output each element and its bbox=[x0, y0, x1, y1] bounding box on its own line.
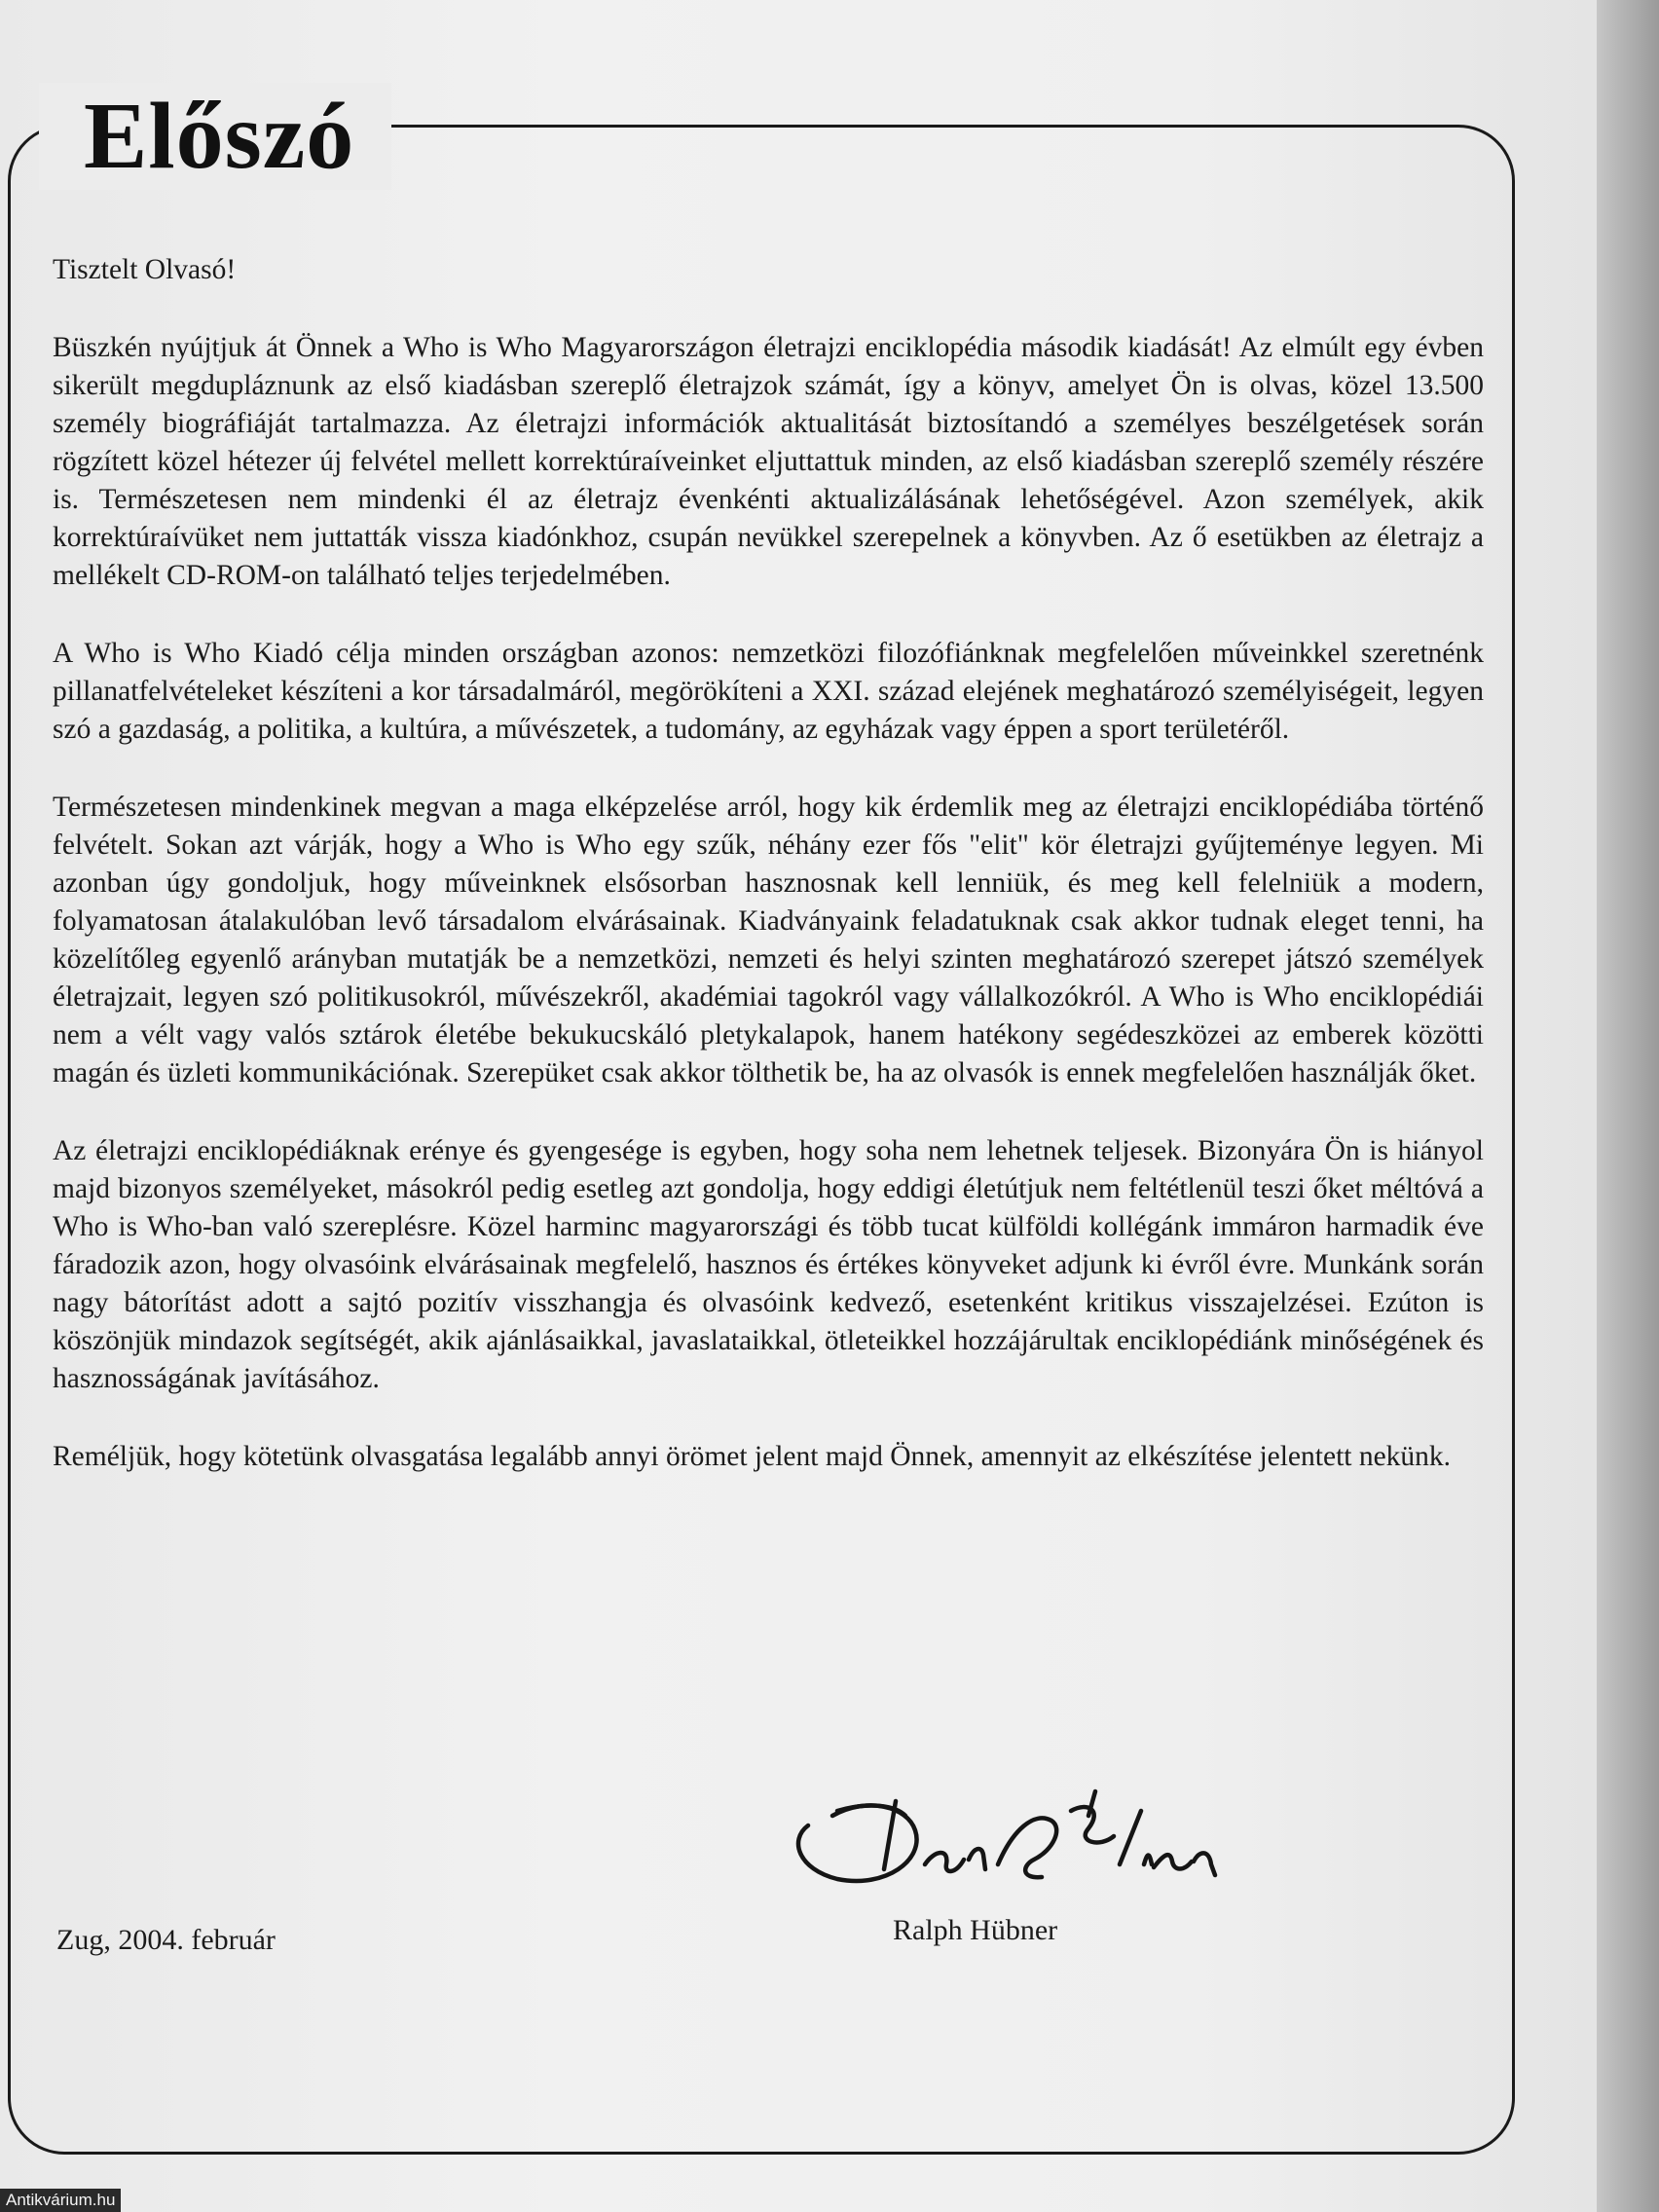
page-title: Előszó bbox=[39, 83, 391, 190]
foreword-body bbox=[53, 251, 1484, 1516]
greeting: Tisztelt Olvasó! bbox=[53, 254, 237, 285]
place-and-date: Zug, 2004. február bbox=[56, 1924, 276, 1956]
paragraph-5: Reméljük, hogy kötetünk olvasgatása legalább annyi örömet jelent majd Önnek, amennyit az elkészítése jelentett nekünk. bbox=[53, 1441, 1452, 1472]
paragraph-4: Az életrajzi enciklopédiáknak erénye és gyengesége is egyben, hogy soha nem lehetnek teljesek. Bizonyára Ön is hiányol majd bizonyos személyeket, másokról pedig esetleg azt gondolja, hogy eddigi életútjuk nem feltétlenül teszi őket méltóvá a Who is Who-ban való szereplésre. Közel harminc magyarországi és több tucat külföldi kollégánk immáron harmadik éve fáradozik azon, hogy olvasóink elvárásainak megfelelő, hasznos és értékes könyveket adjunk ki évről évre. Munkánk során nagy bátorítást adott a sajtó pozitív visszhangja és olvasóink kedvező, esetenként kritikus visszajelzései. Ezúton is köszönjük mindazok segítségét, akik ajánlásaikkal, javaslataikkal, ötleteikkel hozzájárultak enciklopédiánk minőségének és hasznosságának javításához. bbox=[53, 1135, 1484, 1394]
paragraph-2: A Who is Who Kiadó célja minden országban azonos: nemzetközi filozófiánknak megfelelően műveinkkel szeretnénk pillanatfelvételeket készíteni a kor társadalmáról, megörökíteni a XXI. század elejének meghatározó személyiségeit, legyen szó a gazdaság, a politika, a kultúra, a művészetek, a tudomány, az egyházak vagy éppen a sport területéről. bbox=[53, 638, 1484, 745]
watermark: Antikvárium.hu bbox=[0, 2189, 121, 2212]
handwritten-signature bbox=[779, 1772, 1266, 1899]
signer-name: Ralph Hübner bbox=[893, 1914, 1058, 1946]
paragraph-3: Természetesen mindenkinek megvan a maga elképzelése arról, hogy kik érdemlik meg az életrajzi enciklopédiába történő felvételt. Sokan azt várják, hogy a Who is Who egy szűk, néhány ezer fős "elit" kör életrajzi gyűjteménye legyen. Mi azonban úgy gondoljuk, hogy műveinknek elsősorban hasznosnak kell lenniük, és meg kell felelniük a modern, folyamatosan átalakulóban levő társadalom elvárásainak. Kiadványaink feladatuknak csak akkor tudnak eleget tenni, ha közelítőleg egyenlő arányban mutatják be a nemzetközi, nemzeti és helyi szinten meghatározó szerepet játszó személyek életrajzait, legyen szó politikusokról, művészekről, akadémiai tagokról vagy vállalkozókról. A Who is Who enciklopédiái nem a vélt vagy valós sztárok életébe bekukucskáló pletykalapok, hanem hatékony segédeszközei az emberek közötti magán és üzleti kommunikációnak. Szerepüket csak akkor tölthetik be, ha az olvasók is ennek megfelelően használják őket. bbox=[53, 792, 1484, 1088]
paragraph-1: Büszkén nyújtjuk át Önnek a Who is Who Magyarországon életrajzi enciklopédia második kiadását! Az elmúlt egy évben sikerült megdupláznunk az első kiadásban szereplő életrajzok számát, így a könyv, amelyet Ön is olvas, közel 13.500 személy biográfiáját tartalmazza. Az életrajzi információk aktualitását biztosítandó a személyes beszélgetések során rögzített közel hétezer új felvétel mellett korrektúraíveinket eljuttattuk minden, az első kiadásban szereplő személy részére is. Természetesen nem mindenki él az életrajz évenkénti aktualizálásának lehetőségével. Azon személyek, akik korrektúraívüket nem juttatták vissza kiadónkhoz, csupán nevükkel szerepelnek a könyvben. Az ő esetükben az életrajz a mellékelt CD-ROM-on található teljes terjedelmében. bbox=[53, 332, 1484, 591]
page-edge-shadow bbox=[1597, 0, 1659, 2212]
